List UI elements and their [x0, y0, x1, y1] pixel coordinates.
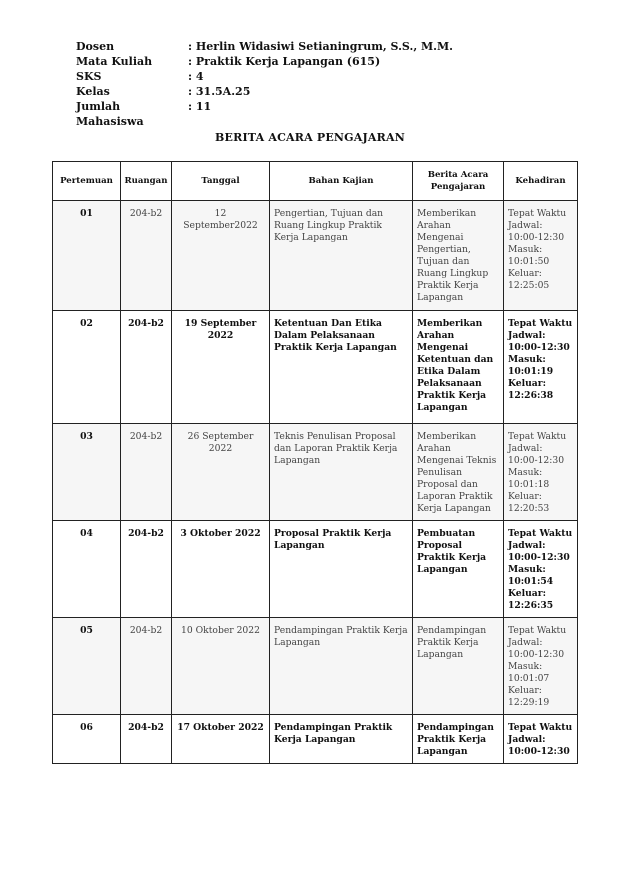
- meta-value: : 4: [188, 70, 204, 83]
- cell-pertemuan: 05: [53, 618, 121, 715]
- column-header-tanggal: Tanggal: [172, 162, 270, 201]
- cell-kehadiran: Tepat Waktu Jadwal: 10:00-12:30 Masuk: 10:01:18 Keluar: 12:20:53: [504, 424, 578, 521]
- cell-ruangan: 204-b2: [121, 201, 172, 311]
- cell-pertemuan: 02: [53, 311, 121, 424]
- cell-ruangan: 204-b2: [121, 521, 172, 618]
- cell-kehadiran: Tepat Waktu Jadwal: 10:00-12:30 Masuk: 10:01:07 Keluar: 12:29:19: [504, 618, 578, 715]
- meta-label: Dosen: [76, 40, 115, 53]
- meta-value: : Herlin Widasiwi Setianingrum, S.S., M.M.: [188, 40, 453, 53]
- cell-berita-acara: Memberikan Arahan Mengenai Pengertian, Tujuan dan Ruang Lingkup Praktik Kerja Lapangan: [413, 201, 504, 311]
- column-header-kehadiran: Kehadiran: [504, 162, 578, 201]
- cell-kehadiran: Tepat Waktu Jadwal: 10:00-12:30 Masuk: 10:01:50 Keluar: 12:25:05: [504, 201, 578, 311]
- meta-value: : 11: [188, 100, 212, 113]
- cell-bahan-kajian: Teknis Penulisan Proposal dan Laporan Praktik Kerja Lapangan: [270, 424, 413, 521]
- cell-tanggal: 12 September2022: [172, 201, 270, 311]
- attendance-table: [52, 161, 578, 764]
- cell-pertemuan: 04: [53, 521, 121, 618]
- cell-pertemuan: 01: [53, 201, 121, 311]
- meta-label: Jumlah Mahasiswa: [76, 100, 144, 128]
- table-row: [53, 715, 578, 764]
- cell-berita-acara: Memberikan Arahan Mengenai Ketentuan dan Etika Dalam Pelaksanaan Praktik Kerja Lapangan: [413, 311, 504, 424]
- cell-tanggal: 19 September 2022: [172, 311, 270, 424]
- cell-kehadiran: Tepat Waktu Jadwal: 10:00-12:30: [504, 715, 578, 764]
- meta-row-sks: [76, 69, 453, 84]
- meta-row-kelas: [76, 84, 453, 99]
- meta-label: SKS: [76, 70, 102, 83]
- cell-kehadiran: Tepat Waktu Jadwal: 10:00-12:30 Masuk: 10:01:19 Keluar: 12:26:38: [504, 311, 578, 424]
- cell-ruangan: 204-b2: [121, 618, 172, 715]
- page-title: BERITA ACARA PENGAJARAN: [215, 131, 405, 144]
- header-info: [76, 39, 453, 129]
- meta-label: Kelas: [76, 85, 110, 98]
- cell-berita-acara: Pembuatan Proposal Praktik Kerja Lapangan: [413, 521, 504, 618]
- cell-bahan-kajian: Ketentuan Dan Etika Dalam Pelaksanaan Praktik Kerja Lapangan: [270, 311, 413, 424]
- cell-tanggal: 3 Oktober 2022: [172, 521, 270, 618]
- cell-pertemuan: 06: [53, 715, 121, 764]
- cell-ruangan: 204-b2: [121, 311, 172, 424]
- cell-tanggal: 10 Oktober 2022: [172, 618, 270, 715]
- cell-bahan-kajian: Pengertian, Tujuan dan Ruang Lingkup Praktik Kerja Lapangan: [270, 201, 413, 311]
- meta-value: : 31.5A.25: [188, 85, 251, 98]
- meta-label: Mata Kuliah: [76, 55, 153, 68]
- cell-ruangan: 204-b2: [121, 424, 172, 521]
- cell-bahan-kajian: Pendampingan Praktik Kerja Lapangan: [270, 618, 413, 715]
- table-header-row: [53, 162, 578, 201]
- cell-berita-acara: Memberikan Arahan Mengenai Teknis Penulisan Proposal dan Laporan Praktik Kerja Lapangan: [413, 424, 504, 521]
- table-row: [53, 618, 578, 715]
- cell-bahan-kajian: Pendampingan Praktik Kerja Lapangan: [270, 715, 413, 764]
- column-header-berita-acara: Berita Acara Pengajaran: [413, 162, 504, 201]
- column-header-pertemuan: Pertemuan: [53, 162, 121, 201]
- cell-ruangan: 204-b2: [121, 715, 172, 764]
- table-row: [53, 311, 578, 424]
- cell-tanggal: 26 September 2022: [172, 424, 270, 521]
- cell-kehadiran: Tepat Waktu Jadwal: 10:00-12:30 Masuk: 10:01:54 Keluar: 12:26:35: [504, 521, 578, 618]
- meta-row-jumlah-mahasiswa: [76, 99, 453, 129]
- column-header-bahan-kajian: Bahan Kajian: [270, 162, 413, 201]
- cell-pertemuan: 03: [53, 424, 121, 521]
- meta-row-dosen: [76, 39, 453, 54]
- cell-bahan-kajian: Proposal Praktik Kerja Lapangan: [270, 521, 413, 618]
- table-row: [53, 424, 578, 521]
- cell-tanggal: 17 Oktober 2022: [172, 715, 270, 764]
- table-row: [53, 201, 578, 311]
- cell-berita-acara: Pendampingan Praktik Kerja Lapangan: [413, 618, 504, 715]
- meta-row-mata-kuliah: [76, 54, 453, 69]
- table-row: [53, 521, 578, 618]
- meta-value: : Praktik Kerja Lapangan (615): [188, 55, 381, 68]
- cell-berita-acara: Pendampingan Praktik Kerja Lapangan: [413, 715, 504, 764]
- column-header-ruangan: Ruangan: [121, 162, 172, 201]
